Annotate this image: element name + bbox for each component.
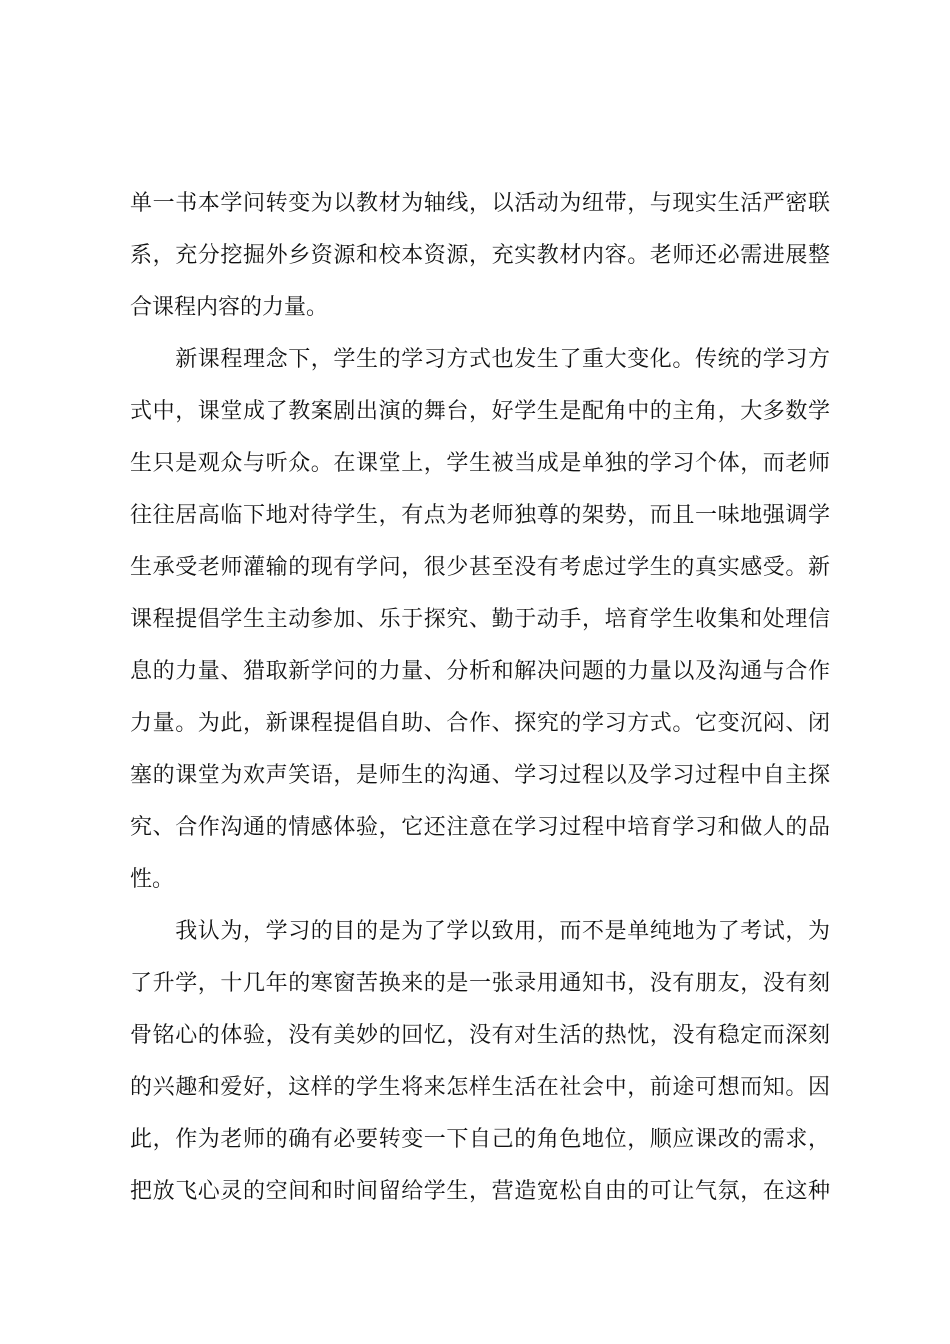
paragraph-2-line-1: 新课程理念下，学生的学习方式也发生了重大变化。传统的学习方 [130, 347, 830, 372]
paragraph-2-line-2: 式中，课堂成了教案剧出演的舞台，好学生是配角中的主角，大多数学 [130, 399, 830, 424]
paragraph-3-line-1: 我认为，学习的目的是为了学以致用，而不是单纯地为了考试，为 [130, 919, 830, 944]
paragraph-2-line-8: 力量。为此，新课程提倡自助、合作、探究的学习方式。它变沉闷、闭 [130, 711, 830, 736]
paragraph-1-line-3: 合课程内容的力量。 [130, 295, 329, 320]
paragraph-2-line-9: 塞的课堂为欢声笑语，是师生的沟通、学习过程以及学习过程中自主探 [130, 763, 830, 788]
paragraph-3-line-5: 此，作为老师的确有必要转变一下自己的角色地位，顺应课改的需求， [130, 1127, 830, 1152]
paragraph-2-line-3: 生只是观众与听众。在课堂上，学生被当成是单独的学习个体，而老师 [130, 451, 830, 476]
paragraph-2-line-6: 课程提倡学生主动参加、乐于探究、勤于动手，培育学生收集和处理信 [130, 607, 830, 632]
paragraph-2-line-7: 息的力量、猎取新学问的力量、分析和解决问题的力量以及沟通与合作 [130, 659, 830, 684]
paragraph-3-line-2: 了升学，十几年的寒窗苦换来的是一张录用通知书，没有朋友，没有刻 [130, 971, 830, 996]
paragraph-2-line-5: 生承受老师灌输的现有学问，很少甚至没有考虑过学生的真实感受。新 [130, 555, 830, 580]
paragraph-3-line-3: 骨铭心的体验，没有美妙的回忆，没有对生活的热忱，没有稳定而深刻 [130, 1023, 830, 1048]
paragraph-1-line-1: 单一书本学问转变为以教材为轴线，以活动为纽带，与现实生活严密联 [130, 191, 830, 216]
paragraph-2-line-4: 往往居高临下地对待学生，有点为老师独尊的架势，而且一味地强调学 [130, 503, 830, 528]
paragraph-3-line-4: 的兴趣和爱好，这样的学生将来怎样生活在社会中，前途可想而知。因 [130, 1075, 830, 1100]
paragraph-3-line-6: 把放飞心灵的空间和时间留给学生，营造宽松自由的可让气氛，在这种 [130, 1179, 830, 1204]
paragraph-2-line-11: 性。 [130, 867, 175, 892]
paragraph-2-line-10: 究、合作沟通的情感体验，它还注意在学习过程中培育学习和做人的品 [130, 815, 830, 840]
paragraph-1-line-2: 系，充分挖掘外乡资源和校本资源，充实教材内容。老师还必需进展整 [130, 243, 830, 268]
